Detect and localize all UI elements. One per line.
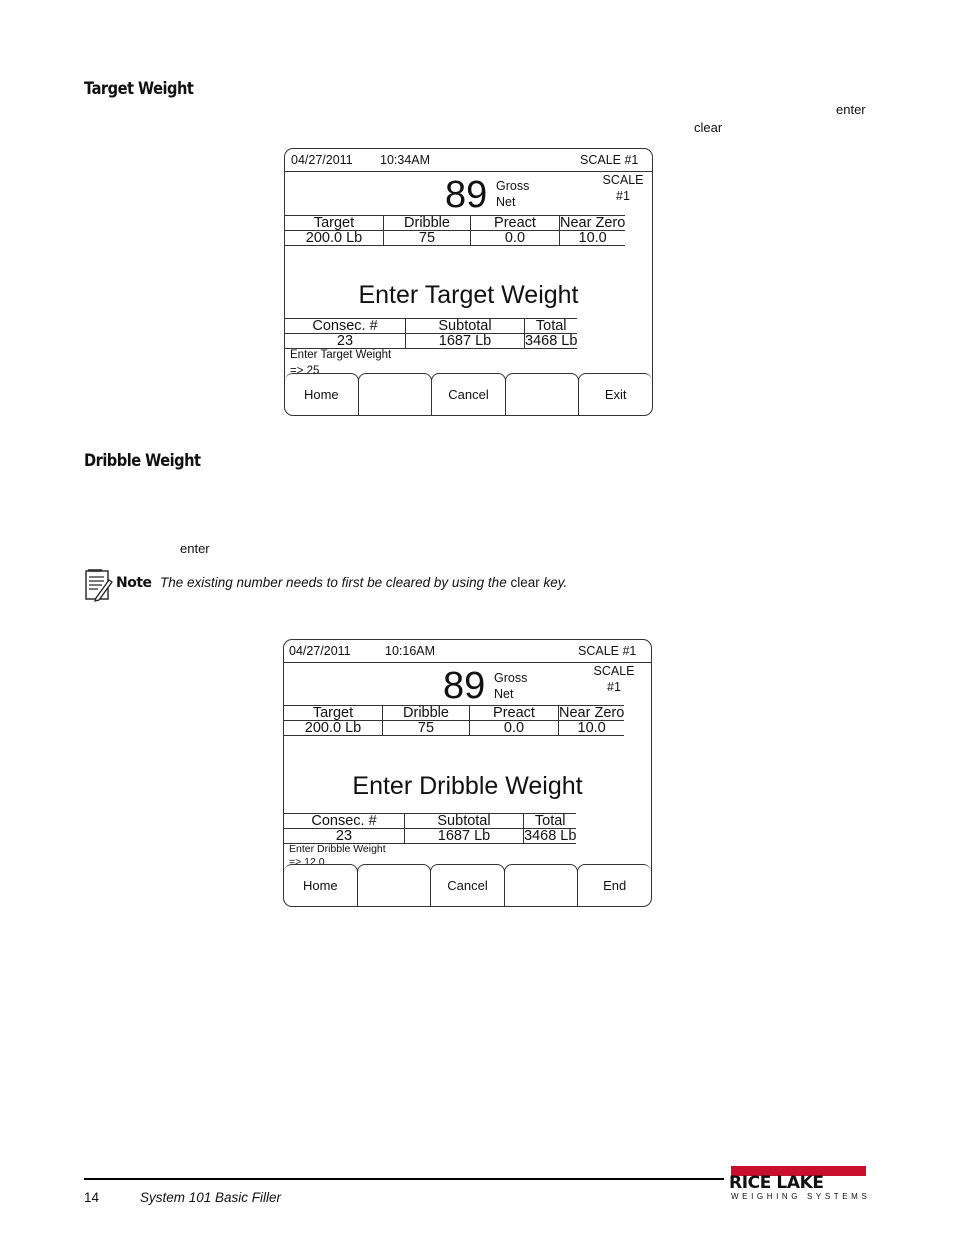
softkey-blank-2[interactable] [505,373,580,415]
status-time: 10:16AM [385,644,436,658]
param-header-preact: Preact [471,216,560,231]
param-value-near-zero: 10.0 [577,720,606,736]
param-header-near-zero: Near Zero [560,215,626,231]
softkey-bar [285,373,652,415]
param-header-target: Target [284,706,383,721]
message-line-2: => 25 [290,365,320,377]
softkey-cancel[interactable]: Cancel [430,864,505,906]
softkey-exit[interactable]: Exit [578,373,652,415]
screen-enter-dribble-weight [283,639,652,907]
prompt-text: Enter Dribble Weight [352,772,583,800]
status-scale: SCALE #1 [578,644,637,658]
section-heading-target-weight: Target Weight [84,79,194,99]
softkey-bar [284,864,651,906]
totals-value-subtotal: 1687 Lb [406,334,525,349]
totals-header-subtotal: Subtotal [405,814,524,829]
scale-label: SCALE [602,173,644,187]
totals-header-subtotal: Subtotal [406,319,525,334]
param-value-dribble: 75 [384,231,471,246]
totals-header-consec: Consec. # [284,814,405,829]
softkey-end[interactable]: End [577,864,651,906]
totals-value-consec: 23 [284,829,405,844]
param-value-near-zero: 10.0 [578,230,607,246]
note-icon [84,568,114,602]
status-bar [285,149,652,171]
param-header-near-zero: Near Zero [559,705,625,721]
message-line-1: Enter Target Weight [290,349,392,361]
softkey-cancel[interactable]: Cancel [431,373,506,415]
totals-header-total: Total [524,814,577,829]
note-label: Note [116,575,152,591]
scale-number: #1 [607,680,621,694]
parameters-table [285,215,625,246]
softkey-blank-1[interactable] [358,373,433,415]
softkey-blank-1[interactable] [357,864,432,906]
totals-value-consec: 23 [285,334,406,349]
param-value-preact: 0.0 [470,721,559,736]
net-label: Net [494,687,514,701]
status-date: 04/27/2011 [291,153,353,167]
status-bar [284,640,651,662]
scale-number: #1 [616,189,630,203]
totals-table [285,318,577,349]
totals-header-consec: Consec. # [285,319,406,334]
status-scale: SCALE #1 [580,153,639,167]
page-number: 14 [84,1190,100,1205]
net-label: Net [496,195,516,209]
message-line-1: Enter Dribble Weight [289,843,386,855]
keyword-clear: clear [694,120,723,135]
weight-readout: 89 [445,174,488,216]
param-value-dribble: 75 [383,721,470,736]
param-value-target: 200.0 Lb [285,231,384,246]
parameters-table [284,705,624,736]
prompt-text: Enter Target Weight [358,281,579,309]
param-header-dribble: Dribble [383,706,470,721]
note-key-clear: clear [510,575,540,590]
weight-readout: 89 [443,665,486,707]
status-date: 04/27/2011 [289,644,351,658]
totals-value-total: 3468 Lb [524,828,577,844]
softkey-home[interactable]: Home [285,373,359,415]
doc-title: System 101 Basic Filler [140,1190,282,1205]
scale-label: SCALE [593,664,635,678]
screen-enter-target-weight [284,148,653,416]
gross-label: Gross [496,179,530,193]
totals-value-total: 3468 Lb [525,333,578,349]
totals-header-total: Total [525,319,578,334]
gross-label: Gross [494,671,528,685]
param-header-target: Target [285,216,384,231]
totals-table [284,813,576,844]
keyword-enter-2: enter [180,541,210,556]
status-time: 10:34AM [380,153,431,167]
section-heading-dribble-weight: Dribble Weight [84,451,201,471]
note-text [160,575,567,590]
param-header-dribble: Dribble [384,216,471,231]
softkey-home[interactable]: Home [284,864,358,906]
param-header-preact: Preact [470,706,559,721]
logo-subtitle: WEIGHING SYSTEMS [731,1192,871,1201]
softkey-blank-2[interactable] [504,864,579,906]
footer-rule [84,1178,724,1180]
logo-wordmark: RICE LAKE [729,1173,824,1193]
totals-value-subtotal: 1687 Lb [405,829,524,844]
param-value-target: 200.0 Lb [284,721,383,736]
message-line-2: => 12.0 [289,856,325,868]
note-text-end: key. [543,575,568,590]
param-value-preact: 0.0 [471,231,560,246]
keyword-enter: enter [836,102,866,117]
note-text-italic: The existing number needs to first be cleared by using the [160,575,507,590]
